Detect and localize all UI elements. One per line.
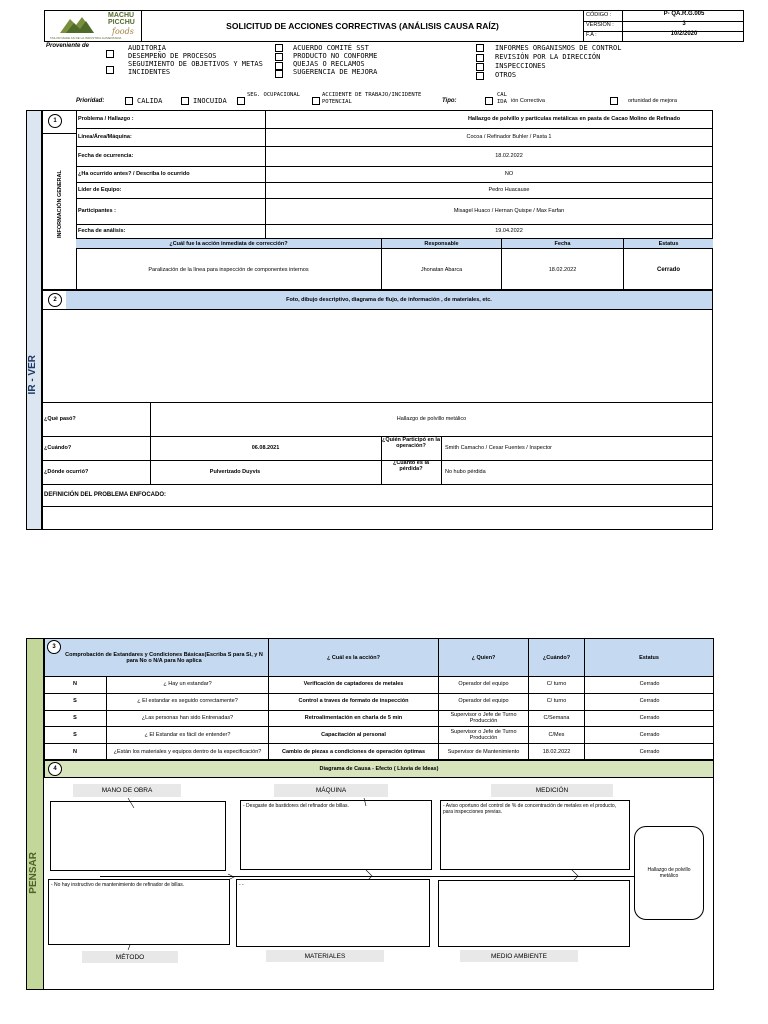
- photo-area: [43, 310, 712, 402]
- checkbox-sugerencia[interactable]: [275, 70, 283, 78]
- label-metodo: MÉTODO: [82, 951, 178, 963]
- s3-cell-quien: Supervisor o Jefe de Turno Producción: [438, 710, 528, 727]
- s3-cell-quien: Supervisor o Jefe de Turno Producción: [438, 726, 528, 743]
- row-label-ocurrido-antes: ¿Ha ocurrido antes? / Describa lo ocurrido: [78, 171, 190, 177]
- action-row-estatus: Cerrado: [623, 249, 713, 290]
- priority-option: CALIDA: [137, 97, 163, 105]
- checkbox-inspecciones[interactable]: [476, 63, 484, 71]
- provenance-item: SUGERENCIA DE MEJORA: [293, 68, 378, 76]
- provenance-label: Proveniente de: [46, 43, 90, 49]
- tipo-option: ión Correctiva: [511, 98, 545, 104]
- s3-header-cuando: ¿Cuándo?: [528, 639, 584, 676]
- box-medio-ambiente[interactable]: [438, 880, 630, 947]
- priority-option: INOCUIDA: [193, 97, 227, 105]
- s3-cell-estatus: Cerrado: [584, 676, 714, 693]
- section4-title: Diagrama de Causa - Efecto ( Lluvia de Ideas): [319, 766, 439, 772]
- logo: [46, 11, 142, 41]
- checkbox-acuerdo-sst[interactable]: [275, 44, 283, 52]
- row-value-linea: Cocoa / Refinador Buhler / Pasta 1: [466, 134, 552, 140]
- effect-box[interactable]: Hallazgo de polvillo metálico: [634, 826, 704, 920]
- definicion-label: DEFINICIÓN DEL PROBLEMA ENFOCADO:: [44, 492, 167, 498]
- row-label-linea: Línea/Área/Máquina:: [78, 134, 132, 140]
- codigo-value: P- QA.R.G.005: [663, 11, 705, 17]
- provenance-item: QUEJAS O RECLAMOS: [293, 60, 365, 68]
- donde-value: Pulverizado Duyvis: [209, 469, 261, 475]
- codigo-label: CÓDIGO :: [586, 12, 612, 18]
- checkbox-seg-ocupacional[interactable]: [237, 97, 245, 105]
- s3-cell-action: Retroalimentación en charla de 5 min: [268, 710, 438, 727]
- checkbox-accidente[interactable]: [312, 97, 320, 105]
- s3-cell-sn: S: [73, 714, 77, 721]
- quien-label: ¿Quién Participó en la operación?: [381, 437, 441, 449]
- s3-cell-action: Cambio de piezas a condiciones de operación óptimas: [268, 743, 438, 760]
- row-label-problema: Problema / Hallazgo :: [78, 116, 134, 122]
- checkbox-oportunidad[interactable]: [610, 97, 618, 105]
- section4-number: 4: [48, 762, 62, 776]
- s3-cell-sn: N: [73, 748, 77, 755]
- s3-cell-quien: Operador del equipo: [438, 693, 528, 710]
- action-row-responsable: Jhonatan Abarca: [381, 249, 501, 290]
- cuanto-value: No hubo pérdida: [445, 469, 486, 475]
- label-medio-ambiente: MEDIO AMBIENTE: [460, 950, 578, 962]
- logo-mountain-icon: [60, 15, 94, 33]
- s3-header-estatus: Estatus: [584, 639, 713, 676]
- definicion-field[interactable]: [43, 507, 712, 529]
- que-paso-value: Hallazgo de polvillo metálico: [396, 416, 467, 422]
- action-row-action: Paralización de la línea para inspección de componentes internos: [148, 266, 309, 273]
- tipo-label: Tipo:: [442, 98, 457, 104]
- s3-cell-action: Control a traves de formato de inspección: [268, 693, 438, 710]
- section2-number: 2: [48, 293, 62, 307]
- checkbox-tipo-calidad[interactable]: [485, 97, 493, 105]
- s3-cell-question: ¿Están los materiales y equipos dentro de la especificación?: [106, 743, 268, 760]
- row-value-fecha-analisis: 19.04.2022: [495, 228, 523, 234]
- doc-meta: [584, 11, 744, 41]
- row-value-problema: Hallazgo de polvillo y partículas metálicas en pasta de Cacao Molino de Refinado: [467, 116, 681, 122]
- s3-cell-quien: Operador del equipo: [438, 676, 528, 693]
- checkbox-inocuidad[interactable]: [181, 97, 189, 105]
- row-value-lider: Pedro Huacause: [488, 187, 530, 193]
- s3-cell-cuando: C/Semana: [528, 710, 584, 727]
- s3-cell-estatus: Cerrado: [584, 710, 714, 727]
- box-metodo[interactable]: - No hay instructivo de mantenimiento de refinador de billas.: [48, 879, 230, 945]
- box-materiales[interactable]: - -: [236, 879, 430, 947]
- checkbox-otros[interactable]: [476, 72, 484, 80]
- s3-cell-cuando: 18.02.2022: [528, 743, 584, 760]
- box-medicion[interactable]: - Aviso oportuno del control de % de concentración de metales en el producto, para inspecciones previas.: [440, 800, 630, 870]
- label-maquina: MÁQUINA: [274, 784, 388, 797]
- row-label-lider: Líder de Equipo:: [78, 187, 122, 193]
- fa-value: 10/2/2020: [670, 31, 698, 37]
- row-value-ocurrido-antes: NO: [504, 171, 514, 177]
- priority-option: SEG. OCUPACIONAL: [247, 92, 300, 98]
- action-header-fecha: Fecha: [501, 238, 623, 249]
- priority-label: Prioridad:: [76, 98, 105, 104]
- action-header-responsable: Responsable: [381, 238, 501, 249]
- row-value-participantes: Misagel Huaco / Hernan Quispe / Max Farfan: [453, 208, 565, 214]
- sidebar-pensar-label: PENSAR: [28, 852, 39, 894]
- section1-number: 1: [48, 114, 62, 128]
- s3-cell-question: ¿ Hay un estandar?: [106, 676, 268, 693]
- label-medicion: MEDICIÓN: [491, 784, 613, 797]
- s3-cell-estatus: Cerrado: [584, 693, 714, 710]
- tipo-option: CAL IDA: [497, 92, 507, 105]
- s3-cell-sn: S: [73, 698, 77, 705]
- s3-cell-cuando: C/Mes: [528, 726, 584, 743]
- row-value-fecha-ocurrencia: 18.02.2022: [495, 153, 523, 159]
- provenance-item: DESEMPEÑO DE PROCESOS: [128, 52, 217, 60]
- cuando-value: 06.08.2021: [251, 445, 280, 451]
- action-header-question: ¿Cuál fue la acción inmediata de corrección?: [169, 240, 288, 247]
- provenance-item: PRODUCTO NO CONFORME: [293, 52, 378, 60]
- action-header-estatus: Estatus: [623, 238, 713, 249]
- section3-number: 3: [47, 640, 61, 654]
- checkbox-informes[interactable]: [476, 44, 484, 52]
- sidebar-ir-ver: [26, 110, 42, 530]
- checkbox-incidentes[interactable]: [106, 66, 114, 74]
- tipo-option: ortunidad de mejora: [628, 98, 677, 104]
- s3-cell-question: ¿Las personas han sido Entrenadas?: [106, 710, 268, 727]
- provenance-item: REVISIÓN POR LA DIRECCIÓN: [495, 53, 601, 61]
- s3-cell-sn: N: [73, 681, 77, 688]
- row-label-participantes: Participantes :: [78, 208, 116, 214]
- priority-option: ACCIDENTE DE TRABAJO/INCIDENTE POTENCIAL: [322, 92, 422, 105]
- s3-cell-question: ¿ El estandar es seguido correctamente?: [106, 693, 268, 710]
- provenance-item: INFORMES ORGANISMOS DE CONTROL: [495, 44, 622, 52]
- s3-cell-question: ¿ El Estandar es fácil de entender?: [106, 726, 268, 743]
- checkbox-revision[interactable]: [476, 54, 484, 62]
- provenance-item: INSPECCIONES: [495, 62, 546, 70]
- fa-label: F.A :: [586, 32, 597, 38]
- s3-header-action: ¿ Cuál es la acción?: [268, 639, 438, 676]
- s3-cell-cuando: C/ turno: [528, 693, 584, 710]
- cuanto-label: ¿Cuánto es la pérdida?: [392, 460, 430, 472]
- provenance-item: ACUERDO COMITÉ SST: [293, 44, 369, 52]
- info-general-label: INFORMACIÓN GENERAL: [57, 170, 63, 238]
- s3-cell-estatus: Cerrado: [584, 726, 714, 743]
- quien-value: Smith Camacho / Cesar Fuentes / Inspector: [445, 445, 552, 451]
- provenance-item: SEGUIMIENTO DE OBJETIVOS Y METAS: [128, 60, 263, 68]
- box-maquina[interactable]: - Desgaste de bastidores del refinador de billas.: [240, 800, 432, 870]
- s3-cell-cuando: C/ turno: [528, 676, 584, 693]
- logo-text-mid: PICCHU: [108, 19, 135, 26]
- sidebar-pensar: [26, 638, 44, 990]
- section2-title: Foto, dibujo descriptivo, diagrama de flujo, de información , de materiales, etc.: [286, 297, 492, 303]
- checkbox-producto-no-conforme[interactable]: [275, 53, 283, 61]
- provenance-item: INCIDENTES: [128, 68, 171, 76]
- s3-cell-estatus: Cerrado: [584, 743, 714, 760]
- s3-header-quien: ¿ Quien?: [438, 639, 528, 676]
- sidebar-ir-ver-label: IR - VER: [27, 355, 38, 395]
- s3-cell-quien: Supervisor de Mantenimiento: [438, 743, 528, 760]
- s3-cell-sn: S: [73, 731, 77, 738]
- action-row-fecha: 18.02.2022: [501, 249, 623, 290]
- logo-tagline: TAILOR MADE AS DE LA INDUSTRIA ALIMENTARIA: [50, 36, 122, 40]
- row-label-fecha-analisis: Fecha de análisis:: [78, 228, 126, 234]
- provenance-item: AUDITORIA: [128, 44, 166, 52]
- checkbox-quejas[interactable]: [275, 62, 283, 70]
- s3-header-check: Comprobación de Estandares y Condiciones Básicas(Escriba S para Si, y N para No o N/A para No aplica: [65, 651, 263, 664]
- label-materiales: MATERIALES: [266, 950, 384, 962]
- donde-label: ¿Dónde ocurrió?: [44, 469, 89, 475]
- version-value: 3: [682, 21, 686, 27]
- logo-text-top: MACHU: [108, 12, 135, 19]
- provenance-item: OTROS: [495, 71, 517, 79]
- version-label: VERSIÓN :: [586, 22, 614, 28]
- checkbox-calidad[interactable]: [125, 97, 133, 105]
- cuando-label: ¿Cuándo?: [44, 445, 72, 451]
- s3-cell-action: Capacitación al personal: [268, 726, 438, 743]
- row-label-fecha-ocurrencia: Fecha de ocurrencia:: [78, 153, 134, 159]
- logo-text-script: foods: [112, 27, 134, 36]
- checkbox-auditoria[interactable]: [106, 50, 114, 58]
- document-title: SOLICITUD DE ACCIONES CORRECTIVAS (ANÁLISIS CAUSA RAÍZ): [142, 11, 584, 41]
- s3-cell-action: Verificación de captadores de metales: [268, 676, 438, 693]
- que-paso-label: ¿Qué pasó?: [44, 416, 76, 422]
- label-mano-de-obra: MANO DE OBRA: [73, 784, 181, 797]
